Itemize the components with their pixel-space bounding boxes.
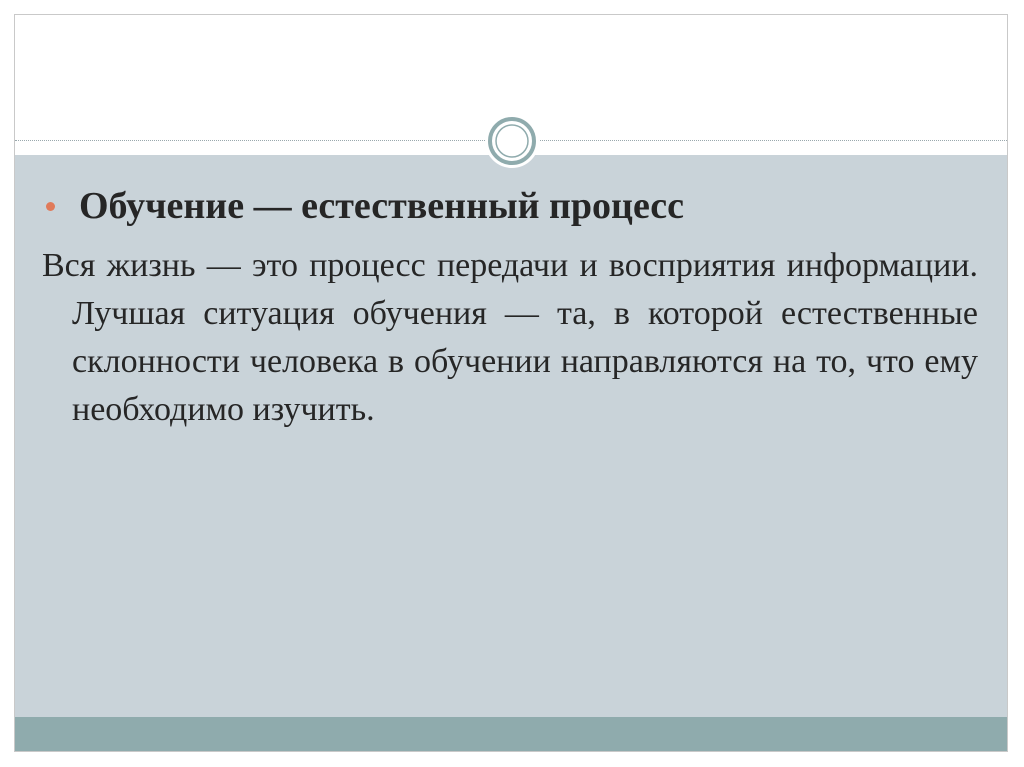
slide-heading: Обучение — естественный процесс (79, 185, 685, 227)
footer-bar (15, 717, 1007, 751)
circle-ornament-icon (484, 113, 540, 169)
slide-body (42, 180, 978, 434)
slide-paragraph: Вся жизнь — это процесс передачи и восприятия информации. Лучшая ситуация обучения — та, в которой естественные склонности человека в обучении направляются на то, что ему необходимо изучить. (42, 247, 978, 428)
bullet-dot-icon (46, 202, 55, 211)
bullet-item (42, 180, 978, 232)
